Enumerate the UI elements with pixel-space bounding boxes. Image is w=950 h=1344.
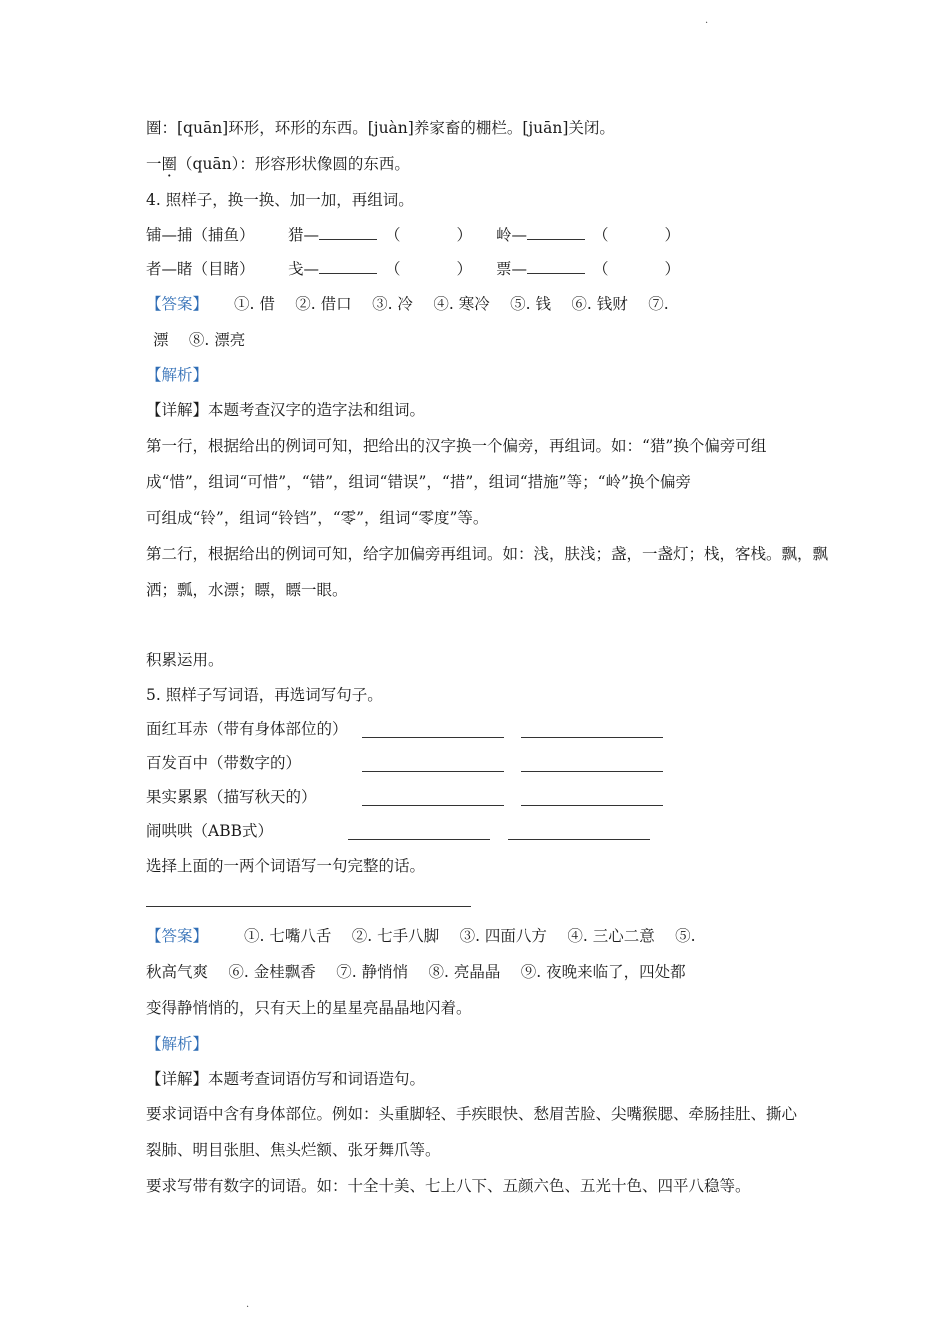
answer-blank[interactable] <box>319 225 377 240</box>
q4-row1-item1-label: 猎— <box>288 226 320 244</box>
q4-para2-line1: 第二行，根据给出的例词可知，给字加偏旁再组词。如：浅，肤浅；盏，一盏灯；栈，客栈。飘，飘 <box>146 545 829 563</box>
analysis-label: 【解析】 <box>146 1035 209 1053</box>
q5-answers-line2: 秋高气爽 ⑥. 金桂飘香 ⑦. 静悄悄 ⑧. 亮晶晶 ⑨. 夜晚来临了，四处都 <box>146 963 686 981</box>
emphasized-char: 圈 <box>161 155 178 173</box>
q5-instruction: 选择上面的一两个词语写一句完整的话。 <box>146 857 426 875</box>
paren-open: （ <box>385 260 401 278</box>
sentence-line[interactable] <box>146 906 471 907</box>
q5-para1-line1: 要求词语中含有身体部位。例如：头重脚轻、手疾眼快、愁眉苦脸、尖嘴猴腮、牵肠挂肚、撕心 <box>146 1105 798 1123</box>
q4-para1-line1: 第一行，根据给出的例词可知，把给出的汉字换一个偏旁，再组词。如：“猎”换个偏旁可组 <box>146 437 767 455</box>
answer-blank[interactable] <box>319 259 377 274</box>
q4-row2-example: 者—睹（目睹） <box>146 260 255 278</box>
answer-line[interactable] <box>521 737 663 738</box>
q4-row2-item2 <box>496 259 680 279</box>
paren-open: （ <box>385 226 401 244</box>
q5-item-1: 面红耳赤（带有身体部位的） <box>146 720 348 738</box>
q4-answers-line2: 漂 ⑧. 漂亮 <box>153 331 246 349</box>
juan-definition: 圈：[quān]环形，环形的东西。[juàn]养家畜的棚栏。[juān]关闭。 <box>146 119 615 137</box>
q5-item-2: 百发百中（带数字的） <box>146 754 302 772</box>
paren-close: ） <box>664 226 681 244</box>
answer-line[interactable] <box>521 771 663 772</box>
q4-para2-line2: 洒；瓢，水漂；瞟，瞟一眼。 <box>146 581 348 599</box>
q4-title: 4. 照样子，换一换、加一加，再组词。 <box>146 191 414 209</box>
yiquan-tail: （quān）：形容形状像圆的东西。 <box>177 155 410 173</box>
q5-answers-line3: 变得静悄悄的，只有天上的星星亮晶晶地闪着。 <box>146 999 472 1017</box>
yiquan-head: 一 <box>146 155 162 173</box>
answer-line[interactable] <box>348 839 490 840</box>
q4-para1-line3: 可组成“铃”，组词“铃铛”，“零”，组词“零度”等。 <box>146 509 489 527</box>
paren-open: （ <box>593 226 609 244</box>
q4-row1-item2-label: 岭— <box>496 226 528 244</box>
q4-detail: 【详解】本题考查汉字的造字法和组词。 <box>146 401 426 419</box>
q4-row2-item1-label: 戋— <box>288 260 320 278</box>
q4-para1-line2: 成“惜”，组词“可惜”，“错”，组词“错误”，“措”，组词“措施”等；“岭”换个偏旁 <box>146 473 691 491</box>
q4-row1-example: 铺—捕（捕鱼） <box>146 226 255 244</box>
q4-answers-line1: ①. 借 ②. 借口 ③. 冷 ④. 寒冷 ⑤. 钱 ⑥. 钱财 ⑦. <box>234 295 669 313</box>
answer-line[interactable] <box>362 737 504 738</box>
q5-answer <box>146 926 696 946</box>
paren-close: ） <box>456 226 473 244</box>
paren-close: ） <box>456 260 473 278</box>
q5-answers-line1: ①. 七嘴八舌 ②. 七手八脚 ③. 四面八方 ④. 三心二意 ⑤. <box>244 927 696 945</box>
paren-open: （ <box>593 260 609 278</box>
q4-row1-item1 <box>288 225 472 245</box>
analysis-label: 【解析】 <box>146 366 209 384</box>
q4-row2-item2-label: 票— <box>496 260 528 278</box>
answer-line[interactable] <box>362 805 504 806</box>
q5-title: 5. 照样子写词语，再选词写句子。 <box>146 686 383 704</box>
section-title: 积累运用。 <box>146 651 224 669</box>
answer-label: 【答案】 <box>146 295 209 313</box>
q5-para2: 要求写带有数字的词语。如：十全十美、七上八下、五颜六色、五光十色、四平八稳等。 <box>146 1177 751 1195</box>
q5-para1-line2: 裂肺、明目张胆、焦头烂额、张牙舞爪等。 <box>146 1141 441 1159</box>
answer-line[interactable] <box>508 839 650 840</box>
footer-mark: · <box>246 1302 250 1313</box>
q5-detail: 【详解】本题考查词语仿写和词语造句。 <box>146 1070 426 1088</box>
q5-item-3: 果实累累（描写秋天的） <box>146 788 317 806</box>
answer-label: 【答案】 <box>146 927 209 945</box>
paren-close: ） <box>664 260 681 278</box>
header-mark: · <box>705 18 709 29</box>
q5-item-4: 闹哄哄（ABB式） <box>146 822 273 840</box>
yiquan-definition <box>146 154 410 174</box>
q4-row1-item2 <box>496 225 680 245</box>
q4-row2-item1 <box>288 259 472 279</box>
answer-line[interactable] <box>362 771 504 772</box>
answer-blank[interactable] <box>527 259 585 274</box>
answer-blank[interactable] <box>527 225 585 240</box>
q4-answer <box>146 294 669 314</box>
answer-line[interactable] <box>521 805 663 806</box>
